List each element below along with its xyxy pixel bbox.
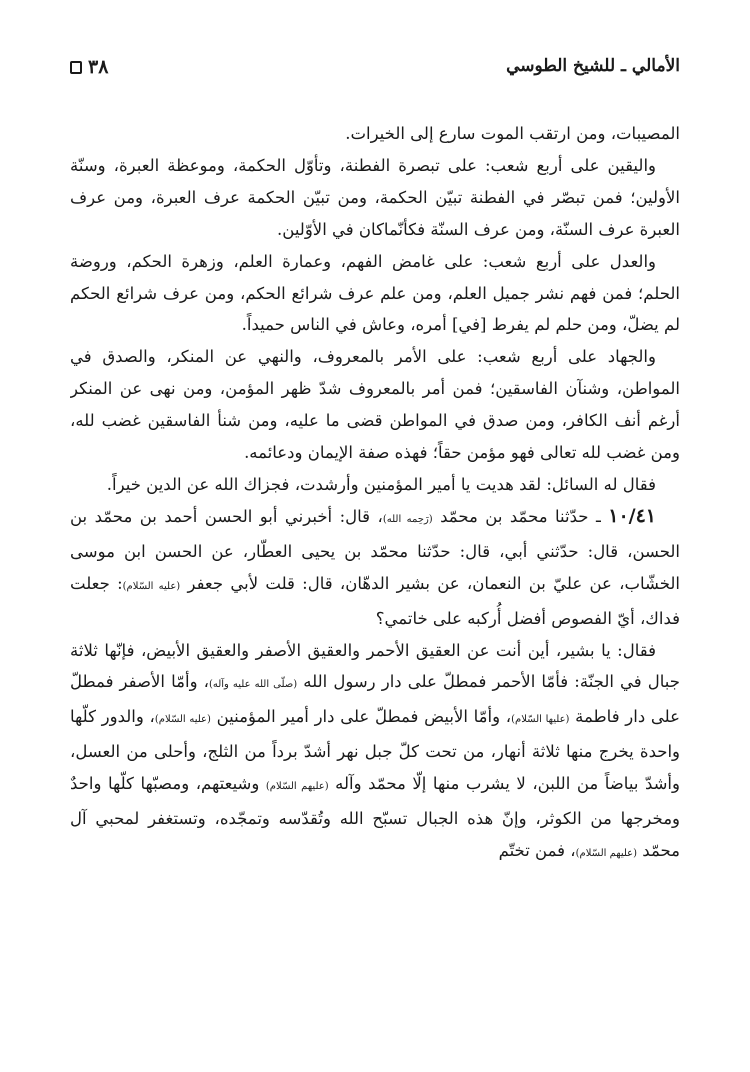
paragraph-p1 <box>70 118 680 150</box>
text-segment: وشيعتهم، ومصبّها كلّها واحدٌ ومخرجها من الكوثر، وإنّ هذه الجبال تسبّح الله وتُقدّسه وتمجّده، وتستغفر لمحبي آل محمّد <box>70 774 680 860</box>
text-segment: والجهاد على أربع شعب: على الأمر بالمعروف، والنهي عن المنكر، والصدق في المواطن، وشنآن الفاسقين؛ فمن أمر بالمعروف شدّ ظهر المؤمن، ومن نهى عن المنكر أرغم أنف الكافر، ومن صدق في المواطن قضى ما عليه، ومن شنأ الفاسقين غضب لله، ومن غضب لله تعالى فهو مؤمن حقاً؛ فهذه صفة الإيمان ودعائمه. <box>70 347 680 463</box>
text-segment: واليقين على أربع شعب: على تبصرة الفطنة، وتأوّل الحكمة، وموعظة العبرة، وسنّة الأولين؛ فمن تبصّر في الفطنة تبيّن الحكمة، ومن تبيّن الحكمة عرف العبرة، ومن عرف العبرة عرف السنّة، ومن عرف السنّة فكأنّماكان في الأوّلين. <box>70 155 680 239</box>
honorific: (رَحِمه الله) <box>382 513 433 525</box>
honorific: (عليه السّلام) <box>122 580 181 592</box>
paragraph-p7 <box>70 635 680 870</box>
text-segment: ، فمن تختّم <box>498 840 576 860</box>
body-text <box>70 118 680 1062</box>
honorific: (عليهم السّلام) <box>265 781 329 793</box>
text-segment: ، وأمّا الأبيض فمطلّ على دار أمير المؤمنين <box>210 707 512 727</box>
page-header <box>70 56 680 86</box>
text-segment: فقال: يا بشير، أين أنت عن العقيق الأحمر والعقيق الأصفر والعقيق الأبيض، فإنّها ثلاثة جبال في الجنّة: فأمّا الأحمر فمطلّ على دار رسول الله <box>70 640 680 692</box>
text-segment: والعدل على أربع شعب: على غامض الفهم، وعمارة العلم، وزهرة الحكم، وروضة الحلم؛ فمن فهم نشر جميل العلم، ومن علم عرف شرائع الحكم، ومن عرف شرائع الحكم لم يضلّ، ومن حلم لم يفرط [في] أمره، وعاش في الناس حميداً. <box>70 251 680 335</box>
text-segment: : جعلت فداك، أيّ الفصوص أفضل أُركبه على خاتمي؟ <box>70 573 680 628</box>
page-marker-box-icon <box>70 61 82 74</box>
text-segment: ـ حدّثنا محمّد بن محمّد <box>432 506 609 526</box>
paragraph-p6 <box>70 501 680 635</box>
text-segment: ، وأمّا الأصفر فمطلّ على دار فاطمة <box>70 672 680 727</box>
text-segment: ، قال: أخبرني أبو الحسن أحمد بن محمّد بن الحسن، قال: حدّثني أبي، قال: حدّثنا محمّد بن يحيى العطّار، عن الحسن ابن موسى الخشّاب، عن عليّ بن النعمان، عن بشير الدهّان، قال: قلت لأبي جعفر <box>70 506 680 593</box>
honorific: (عليهم السّلام) <box>575 847 638 859</box>
honorific: (عليها السّلام) <box>511 714 570 726</box>
page-number <box>70 56 108 78</box>
text-segment: ، والدور كلّها واحدة يخرج منها ثلاثة أنهار، من تحت كلّ جبل نهر أشدّ برداً من الثلج، وأحلى من العسل، وأشدّ بياضاً من اللبن، لا يشرب منها إلّا محمّد وآله <box>70 707 680 794</box>
running-title: الأمالي ـ للشيخ الطوسي <box>506 56 680 76</box>
honorific: (صلّى الله عليه وآله) <box>208 679 298 691</box>
paragraph-p3 <box>70 246 680 342</box>
hadith-number: ١٠/٤١ <box>608 504 656 527</box>
honorific: (عليه السّلام) <box>154 714 211 726</box>
page-number-text: ٣٨ <box>88 56 109 78</box>
paragraph-p5 <box>70 469 680 501</box>
paragraph-p4 <box>70 341 680 469</box>
paragraph-p2 <box>70 150 680 246</box>
text-segment: فقال له السائل: لقد هديت يا أمير المؤمنين وأرشدت، فجزاك الله عن الدين خيراً. <box>106 474 656 494</box>
text-segment: المصيبات، ومن ارتقب الموت سارع إلى الخيرات. <box>345 124 680 143</box>
